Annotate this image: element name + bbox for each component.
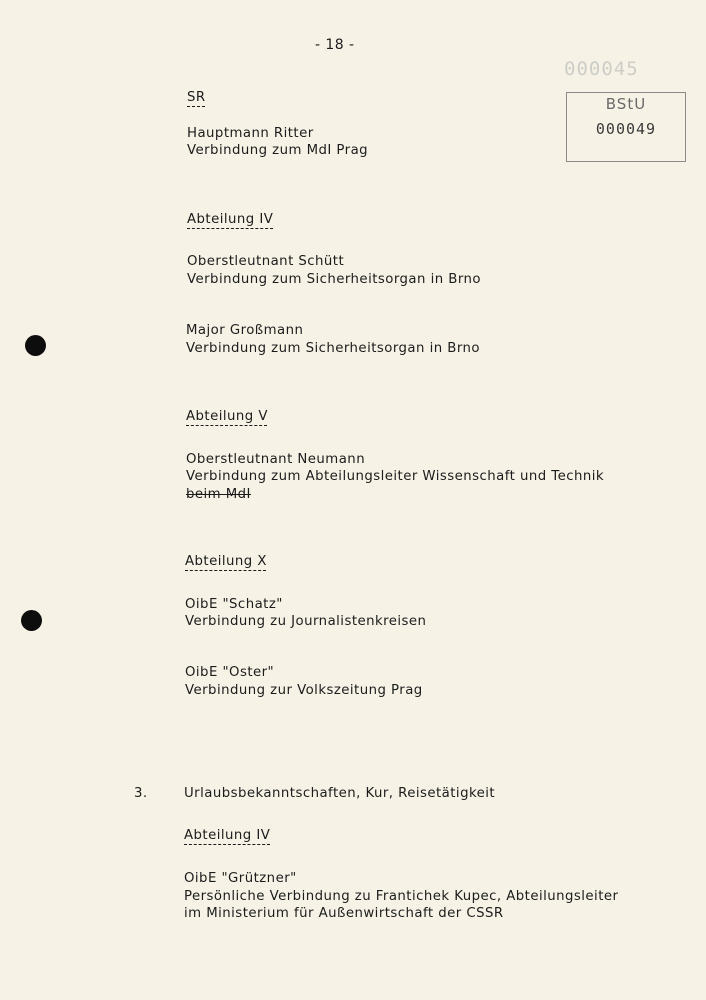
punch-hole-top: [25, 335, 46, 356]
entry-name: OibE "Schatz": [185, 597, 283, 612]
entry-name: Oberstleutnant Neumann: [186, 452, 366, 467]
entry-detail: Verbindung zum Sicherheitsorgan in Brno: [187, 272, 481, 287]
entry-name: Major Großmann: [186, 323, 304, 338]
entry-detail: Verbindung zum MdI Prag: [187, 143, 369, 158]
entry-detail: Verbindung zum Sicherheitsorgan in Brno: [186, 341, 480, 356]
page-number: - 18 -: [315, 37, 355, 53]
entry-name: OibE "Grützner": [184, 871, 297, 886]
bstu-stamp-number: 000049: [595, 120, 657, 138]
section-heading-sr: SR: [187, 90, 206, 105]
list-number: 3.: [134, 786, 148, 801]
section-heading-abteilung-v: Abteilung V: [186, 409, 268, 424]
section-heading-abteilung-iv: Abteilung IV: [187, 212, 274, 227]
entry-detail: Persönliche Verbindung zu Frantichek Kupec, Abteilungsleiter: [184, 889, 619, 904]
section-heading-abteilung-iv-2: Abteilung IV: [184, 828, 271, 843]
entry-detail: im Ministerium für Außenwirtschaft der CSSR: [184, 906, 504, 921]
bstu-stamp: [566, 92, 686, 162]
entry-detail: Verbindung zu Journalistenkreisen: [185, 614, 427, 629]
entry-name: OibE "Oster": [185, 665, 275, 680]
entry-name: Hauptmann Ritter: [187, 126, 314, 141]
archive-stamp-top-number: 000045: [564, 58, 639, 80]
point-title: Urlaubsbekanntschaften, Kur, Reisetätigkeit: [184, 786, 496, 801]
entry-name: Oberstleutnant Schütt: [187, 254, 345, 269]
entry-detail: Verbindung zur Volkszeitung Prag: [185, 683, 423, 698]
entry-detail-struck: beim MdI: [186, 487, 251, 502]
bstu-stamp-label: BStU: [605, 95, 647, 113]
section-heading-abteilung-x: Abteilung X: [185, 554, 267, 569]
entry-detail: Verbindung zum Abteilungsleiter Wissenschaft und Technik: [186, 469, 605, 484]
punch-hole-bottom: [21, 610, 42, 631]
